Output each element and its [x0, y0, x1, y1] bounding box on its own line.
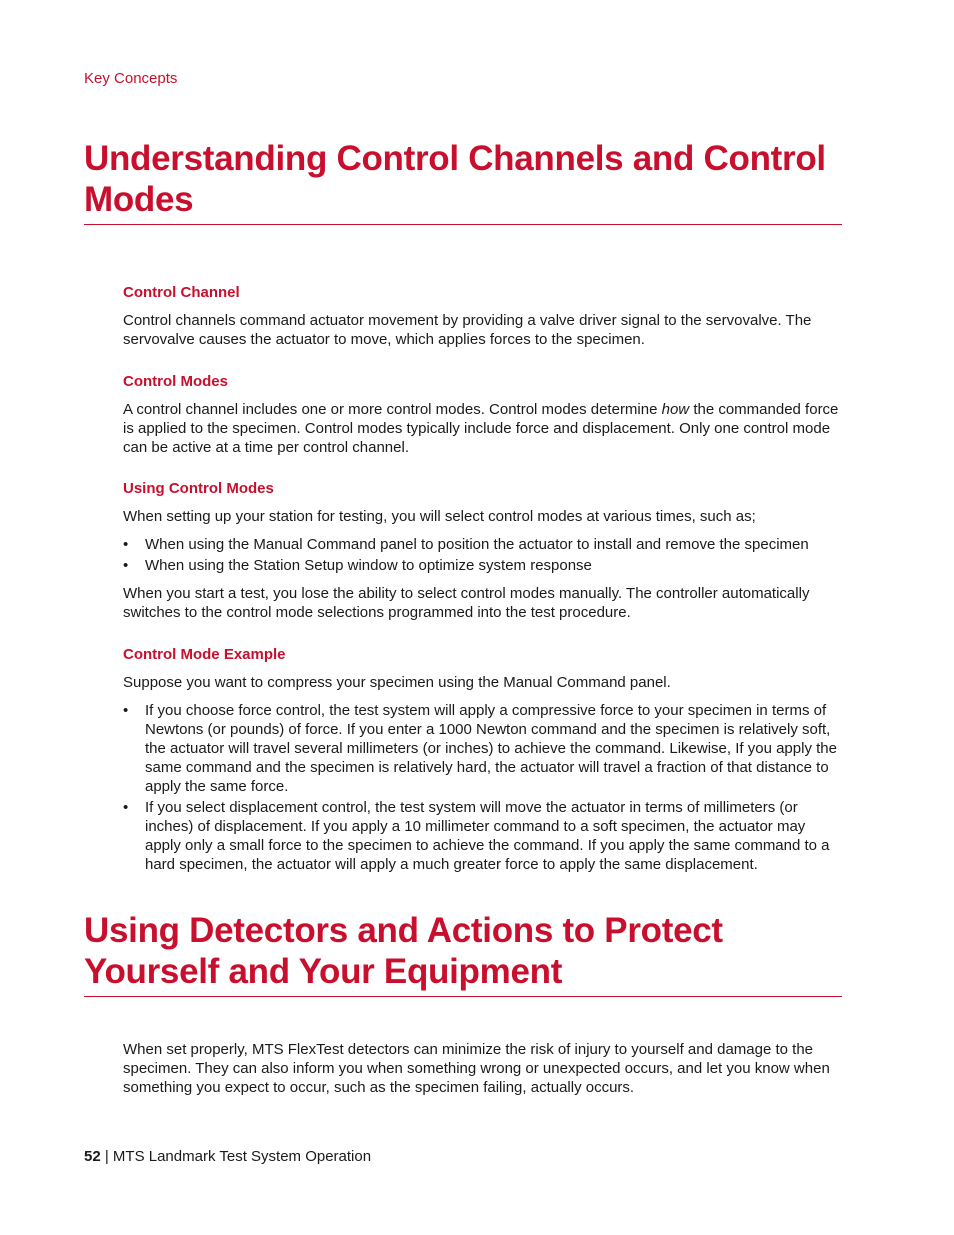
- breadcrumb: Key Concepts: [84, 70, 178, 87]
- paragraph-using-control-modes-outro: When you start a test, you lose the ability to select control modes manually. The controller automatically switches to the control mode selections programmed into the test procedure.: [123, 585, 810, 621]
- heading-control-mode-example: Control Mode Example: [123, 646, 286, 663]
- page-number: 52: [84, 1148, 101, 1165]
- heading-using-control-modes: Using Control Modes: [123, 480, 274, 497]
- list-item: • If you select displacement control, the test system will move the actuator in terms of millimeters (or inches) of displacement. If you apply a 10 millimeter command to a soft specimen, the actuator may apply only a small force to the specimen to achieve the command. If you apply the same command to a hard specimen, the actuator will apply a much greater force to apply the same displacement.: [123, 798, 845, 874]
- footer-separator: |: [100, 1148, 113, 1165]
- control-modes-emphasis: how: [661, 401, 690, 418]
- paragraph-control-mode-example-intro: Suppose you want to compress your specimen using the Manual Command panel.: [123, 674, 671, 691]
- heading-control-channel: Control Channel: [123, 284, 240, 301]
- control-modes-text-1: A control channel includes one or more control modes. Control modes determine: [123, 401, 662, 418]
- page-footer: [84, 1148, 371, 1165]
- using-control-modes-list: [123, 535, 845, 577]
- paragraph-control-channel: Control channels command actuator movement by providing a valve driver signal to the servovalve. The servovalve causes the actuator to move, which applies forces to the specimen.: [123, 312, 812, 348]
- paragraph-using-control-modes-intro: When setting up your station for testing, you will select control modes at various times, such as;: [123, 508, 756, 525]
- footer-doc-title: MTS Landmark Test System Operation: [112, 1148, 372, 1165]
- list-item: • When using the Manual Command panel to position the actuator to install and remove the specimen: [123, 535, 845, 554]
- paragraph-detectors: When set properly, MTS FlexTest detectors can minimize the risk of injury to yourself and damage to the specimen. They can also inform you when something wrong or unexpected occurs, and let you know when something you expect to occur, such as the specimen failing, actually occurs.: [123, 1041, 830, 1096]
- control-mode-example-list: [123, 701, 845, 876]
- section-title-control-channels: Understanding Control Channels and Control Modes: [84, 138, 842, 225]
- list-item: • When using the Station Setup window to optimize system response: [123, 556, 845, 575]
- section-title-detectors-actions: Using Detectors and Actions to Protect Yourself and Your Equipment: [84, 910, 842, 997]
- paragraph-control-modes: [123, 400, 845, 457]
- heading-control-modes: Control Modes: [123, 373, 228, 390]
- control-modes-text-2: the commanded force is applied to the specimen. Control modes typically include force and displacement. Only one control mode can be active at a time per control channel.: [123, 401, 839, 456]
- list-item: • If you choose force control, the test system will apply a compressive force to your specimen in terms of Newtons (or pounds) of force. If you enter a 1000 Newton command and the specimen is relatively soft, the actuator will travel several millimeters (or inches) to achieve the command. Likewise, If you apply the same command and the specimen is relatively hard, the actuator will travel a fraction of that distance to apply the same force.: [123, 701, 845, 796]
